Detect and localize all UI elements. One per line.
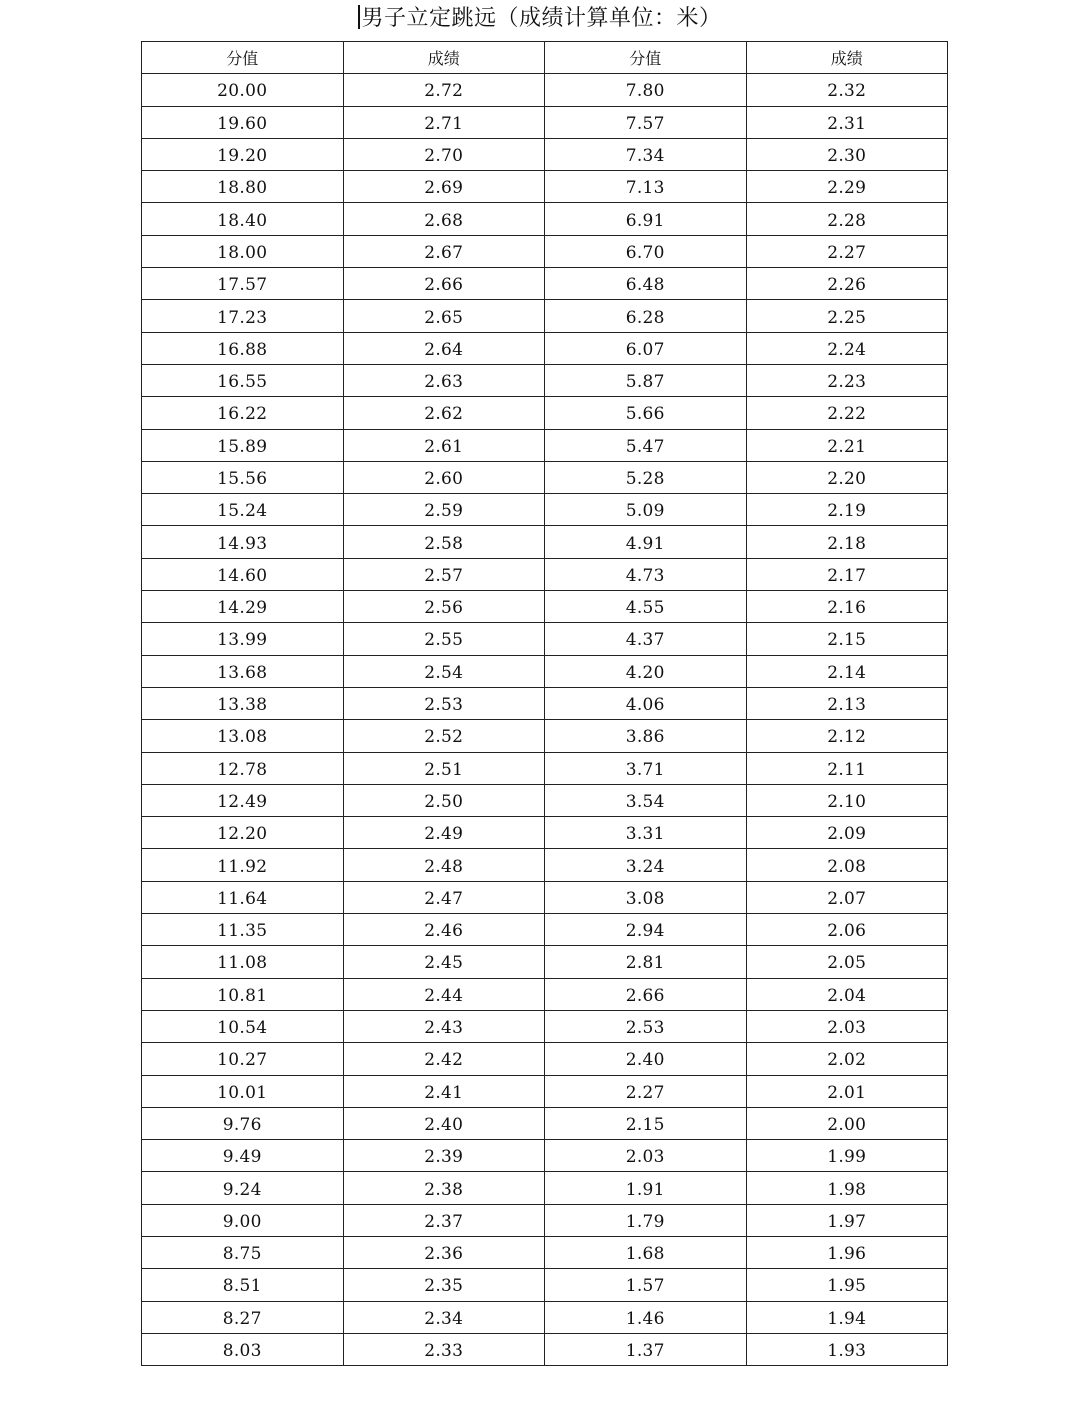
cell-result-2: 2.24 [746, 332, 948, 364]
table-row [142, 494, 948, 526]
cell-result-1: 2.37 [343, 1204, 545, 1236]
cell-score-2: 4.37 [545, 623, 747, 655]
header-result-2: 成绩 [746, 42, 948, 74]
cell-result-2: 2.28 [746, 203, 948, 235]
cell-result-2: 2.04 [746, 978, 948, 1010]
cell-score-1: 16.22 [142, 397, 344, 429]
cell-score-1: 13.38 [142, 687, 344, 719]
cell-score-2: 5.09 [545, 494, 747, 526]
cell-result-2: 2.22 [746, 397, 948, 429]
score-table [141, 41, 948, 1366]
cell-score-2: 3.86 [545, 720, 747, 752]
cell-score-2: 1.79 [545, 1204, 747, 1236]
cell-result-2: 2.30 [746, 138, 948, 170]
cell-result-2: 2.16 [746, 591, 948, 623]
table-row [142, 817, 948, 849]
table-row [142, 171, 948, 203]
header-score-2: 分值 [545, 42, 747, 74]
cell-score-2: 3.08 [545, 881, 747, 913]
cell-result-1: 2.64 [343, 332, 545, 364]
cell-score-2: 3.54 [545, 784, 747, 816]
cell-score-2: 6.28 [545, 300, 747, 332]
cell-score-1: 11.64 [142, 881, 344, 913]
table-row [142, 881, 948, 913]
cell-score-1: 9.24 [142, 1172, 344, 1204]
cell-result-1: 2.47 [343, 881, 545, 913]
table-row [142, 1010, 948, 1042]
table-row [142, 978, 948, 1010]
table-row [142, 397, 948, 429]
cell-score-1: 14.60 [142, 558, 344, 590]
cell-score-2: 1.46 [545, 1301, 747, 1333]
table-row [142, 1172, 948, 1204]
cell-result-2: 2.03 [746, 1010, 948, 1042]
cell-result-1: 2.65 [343, 300, 545, 332]
cell-result-2: 2.10 [746, 784, 948, 816]
cell-result-1: 2.55 [343, 623, 545, 655]
cell-score-2: 1.68 [545, 1236, 747, 1268]
cell-result-2: 2.19 [746, 494, 948, 526]
cell-result-1: 2.68 [343, 203, 545, 235]
cell-score-2: 7.34 [545, 138, 747, 170]
cell-result-2: 2.02 [746, 1043, 948, 1075]
cell-result-2: 2.27 [746, 235, 948, 267]
cell-result-1: 2.45 [343, 946, 545, 978]
cell-result-2: 2.26 [746, 268, 948, 300]
cell-score-2: 1.91 [545, 1172, 747, 1204]
cell-result-1: 2.50 [343, 784, 545, 816]
cell-result-1: 2.41 [343, 1075, 545, 1107]
table-row [142, 429, 948, 461]
cell-result-2: 2.08 [746, 849, 948, 881]
cell-score-2: 3.71 [545, 752, 747, 784]
cell-result-1: 2.67 [343, 235, 545, 267]
table-row [142, 1043, 948, 1075]
table-row [142, 1140, 948, 1172]
cell-result-2: 2.01 [746, 1075, 948, 1107]
cell-result-1: 2.51 [343, 752, 545, 784]
table-row [142, 1204, 948, 1236]
cell-result-2: 2.14 [746, 655, 948, 687]
cell-score-2: 6.70 [545, 235, 747, 267]
cell-score-1: 8.03 [142, 1333, 344, 1365]
cell-score-2: 4.06 [545, 687, 747, 719]
cell-score-1: 18.40 [142, 203, 344, 235]
cell-result-1: 2.44 [343, 978, 545, 1010]
cell-result-2: 1.96 [746, 1236, 948, 1268]
cell-score-1: 8.27 [142, 1301, 344, 1333]
cell-score-2: 5.87 [545, 364, 747, 396]
cell-result-1: 2.43 [343, 1010, 545, 1042]
cell-score-2: 4.20 [545, 655, 747, 687]
cell-score-1: 11.92 [142, 849, 344, 881]
cell-result-2: 2.32 [746, 74, 948, 106]
cell-score-1: 13.99 [142, 623, 344, 655]
cell-score-1: 11.35 [142, 914, 344, 946]
cell-result-2: 1.97 [746, 1204, 948, 1236]
cell-score-1: 13.08 [142, 720, 344, 752]
cell-score-2: 1.57 [545, 1269, 747, 1301]
table-row [142, 461, 948, 493]
cell-result-1: 2.63 [343, 364, 545, 396]
cell-score-2: 4.55 [545, 591, 747, 623]
cell-score-2: 3.24 [545, 849, 747, 881]
cell-score-1: 17.57 [142, 268, 344, 300]
table-row [142, 1301, 948, 1333]
cell-result-1: 2.72 [343, 74, 545, 106]
cell-score-1: 8.51 [142, 1269, 344, 1301]
cell-result-2: 2.18 [746, 526, 948, 558]
cell-result-2: 1.98 [746, 1172, 948, 1204]
cell-score-2: 2.27 [545, 1075, 747, 1107]
header-row [142, 42, 948, 74]
cell-result-1: 2.46 [343, 914, 545, 946]
cell-result-2: 2.06 [746, 914, 948, 946]
cell-result-1: 2.56 [343, 591, 545, 623]
cell-result-2: 2.31 [746, 106, 948, 138]
cell-score-1: 20.00 [142, 74, 344, 106]
table-row [142, 268, 948, 300]
cell-result-2: 1.93 [746, 1333, 948, 1365]
cell-score-1: 14.93 [142, 526, 344, 558]
cell-score-1: 10.54 [142, 1010, 344, 1042]
cell-result-1: 2.62 [343, 397, 545, 429]
cell-score-2: 7.57 [545, 106, 747, 138]
table-row [142, 849, 948, 881]
table-row [142, 1107, 948, 1139]
table-row [142, 720, 948, 752]
cell-score-2: 6.48 [545, 268, 747, 300]
cell-score-2: 7.80 [545, 74, 747, 106]
cell-result-2: 2.12 [746, 720, 948, 752]
cell-score-2: 3.31 [545, 817, 747, 849]
cell-result-1: 2.48 [343, 849, 545, 881]
table-row [142, 946, 948, 978]
table-row [142, 623, 948, 655]
cell-result-1: 2.49 [343, 817, 545, 849]
cell-score-2: 6.07 [545, 332, 747, 364]
cell-score-1: 12.78 [142, 752, 344, 784]
table-row [142, 687, 948, 719]
cell-score-1: 14.29 [142, 591, 344, 623]
table-row [142, 752, 948, 784]
table-row [142, 364, 948, 396]
cell-score-1: 9.76 [142, 1107, 344, 1139]
cell-score-1: 18.80 [142, 171, 344, 203]
cell-result-2: 1.94 [746, 1301, 948, 1333]
table-header [142, 42, 948, 74]
cell-result-1: 2.40 [343, 1107, 545, 1139]
cell-result-2: 2.25 [746, 300, 948, 332]
cell-score-2: 2.53 [545, 1010, 747, 1042]
cell-result-1: 2.34 [343, 1301, 545, 1333]
cell-score-2: 4.91 [545, 526, 747, 558]
cell-score-2: 4.73 [545, 558, 747, 590]
cell-score-1: 15.89 [142, 429, 344, 461]
cell-score-1: 10.27 [142, 1043, 344, 1075]
document-title-text: 男子立定跳远（成绩计算单位：米） [361, 6, 722, 31]
header-result-1: 成绩 [343, 42, 545, 74]
cell-result-1: 2.52 [343, 720, 545, 752]
table-row [142, 106, 948, 138]
cell-score-1: 18.00 [142, 235, 344, 267]
cell-score-2: 2.81 [545, 946, 747, 978]
cell-result-1: 2.61 [343, 429, 545, 461]
cell-score-2: 1.37 [545, 1333, 747, 1365]
cell-score-1: 12.20 [142, 817, 344, 849]
cell-result-2: 2.00 [746, 1107, 948, 1139]
cell-score-2: 6.91 [545, 203, 747, 235]
cell-result-1: 2.60 [343, 461, 545, 493]
table-row [142, 784, 948, 816]
cell-score-2: 2.94 [545, 914, 747, 946]
cell-score-1: 19.60 [142, 106, 344, 138]
cell-result-2: 1.95 [746, 1269, 948, 1301]
cell-result-1: 2.59 [343, 494, 545, 526]
cell-result-2: 2.11 [746, 752, 948, 784]
table-row [142, 591, 948, 623]
cell-score-2: 2.15 [545, 1107, 747, 1139]
cell-result-1: 2.57 [343, 558, 545, 590]
cell-result-1: 2.38 [343, 1172, 545, 1204]
cell-score-2: 5.28 [545, 461, 747, 493]
table-row [142, 914, 948, 946]
cell-result-1: 2.36 [343, 1236, 545, 1268]
cell-result-2: 2.23 [746, 364, 948, 396]
cell-score-1: 10.01 [142, 1075, 344, 1107]
cell-result-1: 2.66 [343, 268, 545, 300]
document-title [0, 4, 1080, 34]
cell-result-2: 2.21 [746, 429, 948, 461]
cell-result-2: 2.17 [746, 558, 948, 590]
cell-result-1: 2.71 [343, 106, 545, 138]
table-row [142, 235, 948, 267]
table-body [142, 74, 948, 1366]
cell-score-1: 13.68 [142, 655, 344, 687]
cell-score-1: 9.49 [142, 1140, 344, 1172]
table-row [142, 655, 948, 687]
cell-result-2: 2.09 [746, 817, 948, 849]
cell-score-1: 12.49 [142, 784, 344, 816]
cell-result-2: 2.15 [746, 623, 948, 655]
cell-result-2: 1.99 [746, 1140, 948, 1172]
table-row [142, 300, 948, 332]
cell-result-2: 2.29 [746, 171, 948, 203]
table-row [142, 1075, 948, 1107]
cell-score-2: 2.66 [545, 978, 747, 1010]
table-row [142, 1269, 948, 1301]
cell-result-2: 2.05 [746, 946, 948, 978]
cell-result-2: 2.07 [746, 881, 948, 913]
cell-score-1: 16.88 [142, 332, 344, 364]
cell-score-1: 15.24 [142, 494, 344, 526]
cell-score-1: 8.75 [142, 1236, 344, 1268]
cell-result-1: 2.54 [343, 655, 545, 687]
cell-score-1: 10.81 [142, 978, 344, 1010]
cell-score-1: 15.56 [142, 461, 344, 493]
cell-result-1: 2.33 [343, 1333, 545, 1365]
cell-score-2: 7.13 [545, 171, 747, 203]
cell-score-2: 5.66 [545, 397, 747, 429]
cell-score-2: 2.03 [545, 1140, 747, 1172]
cell-result-1: 2.35 [343, 1269, 545, 1301]
table-row [142, 526, 948, 558]
cell-result-1: 2.58 [343, 526, 545, 558]
cell-result-2: 2.13 [746, 687, 948, 719]
cell-result-1: 2.69 [343, 171, 545, 203]
table-row [142, 1333, 948, 1365]
table-row [142, 1236, 948, 1268]
cell-result-1: 2.39 [343, 1140, 545, 1172]
table-row [142, 203, 948, 235]
table-row [142, 74, 948, 106]
table-row [142, 332, 948, 364]
header-score-1: 分值 [142, 42, 344, 74]
cell-score-1: 16.55 [142, 364, 344, 396]
table-row [142, 138, 948, 170]
cell-score-1: 9.00 [142, 1204, 344, 1236]
cell-score-1: 19.20 [142, 138, 344, 170]
cell-score-2: 5.47 [545, 429, 747, 461]
table-row [142, 558, 948, 590]
cell-result-1: 2.42 [343, 1043, 545, 1075]
cell-result-1: 2.53 [343, 687, 545, 719]
cell-score-1: 11.08 [142, 946, 344, 978]
cell-result-1: 2.70 [343, 138, 545, 170]
cell-result-2: 2.20 [746, 461, 948, 493]
cell-score-2: 2.40 [545, 1043, 747, 1075]
cell-score-1: 17.23 [142, 300, 344, 332]
